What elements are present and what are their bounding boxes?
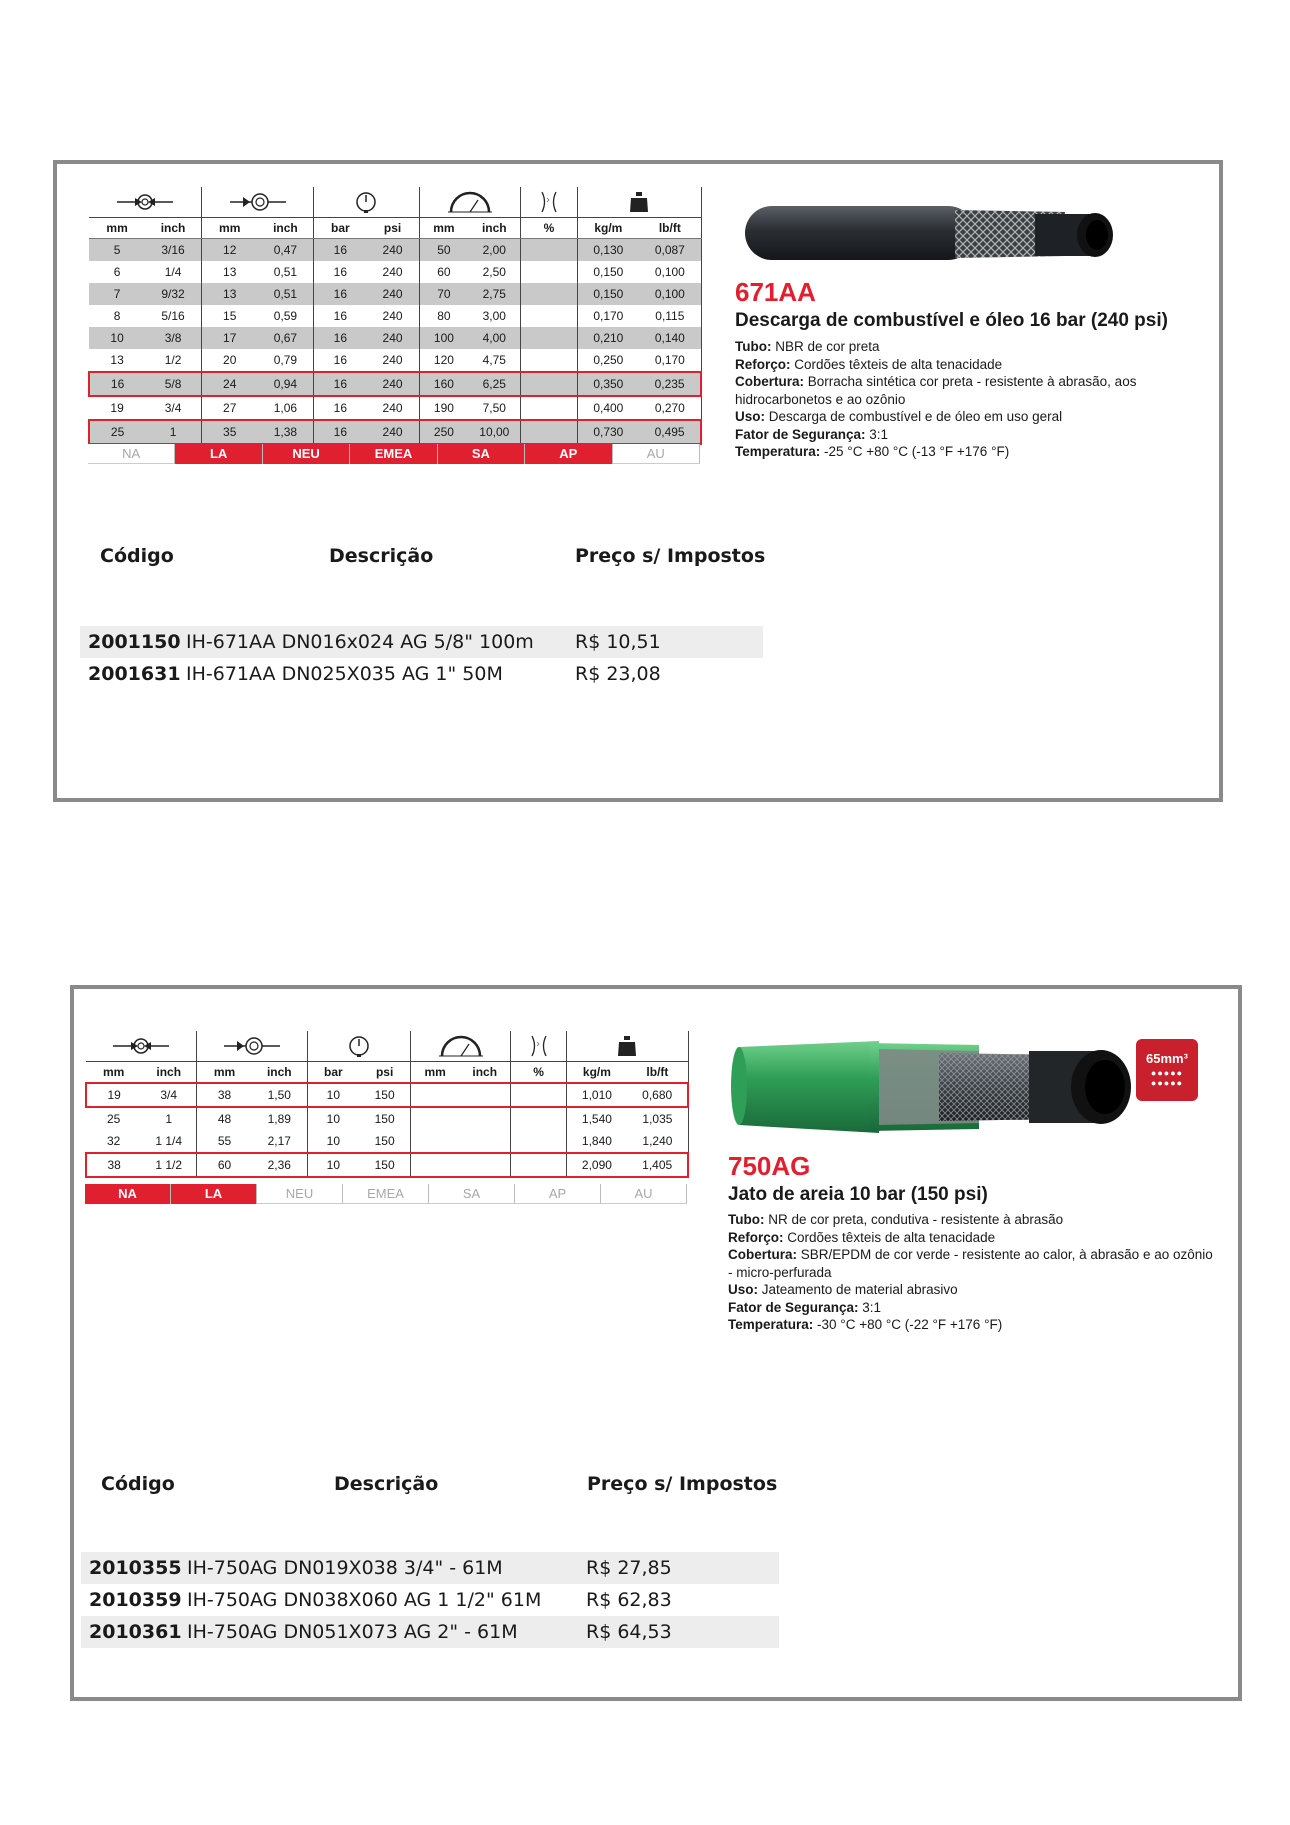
spec-cell: 1,035	[627, 1107, 688, 1130]
region-au: AU	[601, 1184, 687, 1204]
spec-cell	[521, 261, 577, 283]
region-emea: EMEA	[343, 1184, 429, 1204]
spec-cell: 38	[197, 1083, 252, 1107]
spec-cell: 10	[326, 1134, 341, 1148]
price-row	[81, 1616, 779, 1648]
detail-line	[728, 1299, 1218, 1317]
spec-cell: 9/32	[145, 283, 201, 305]
price-cell: R$ 10,51	[575, 631, 661, 653]
spec-cell: 7	[89, 283, 145, 305]
detail-label: Reforço:	[735, 356, 791, 372]
header-codigo: Código	[100, 545, 174, 567]
bend-radius-icon	[411, 1031, 511, 1062]
spec-cell: 3/4	[141, 1083, 196, 1107]
spec-cell: 19	[110, 401, 124, 415]
spec-cell: 1 1/4	[141, 1130, 196, 1153]
unit-header: psi	[359, 1062, 411, 1084]
header-codigo: Código	[101, 1473, 175, 1495]
product-code-cell: 2010359	[89, 1589, 182, 1611]
spec-cell: 2,75	[468, 283, 521, 305]
spec-cell: 0,140	[639, 327, 701, 349]
spec-cell: 0,087	[639, 239, 701, 262]
unit-header: mm	[411, 1062, 459, 1084]
spec-cell: 16	[333, 353, 348, 367]
detail-text: NBR de cor preta	[775, 339, 880, 354]
spec-cell: 70	[419, 283, 468, 305]
spec-cell: 5/16	[145, 305, 201, 327]
spec-row	[86, 1153, 688, 1177]
price-row	[80, 626, 763, 658]
badge-label: 65mm³	[1146, 1051, 1188, 1066]
region-neu: NEU	[263, 444, 350, 464]
spec-cell: 150	[359, 1083, 411, 1107]
spec-cell: 25	[106, 1112, 121, 1126]
region-la: LA	[171, 1184, 257, 1204]
spec-cell: 60	[437, 265, 451, 279]
product-details	[728, 1211, 1218, 1334]
spec-cell: 15	[223, 309, 237, 323]
unit-header: mm	[86, 1062, 141, 1084]
description-cell: IH-750AG DN038X060 AG 1 1/2" 61M	[187, 1589, 542, 1611]
detail-label: Temperatura:	[728, 1317, 814, 1332]
unit-header: mm	[89, 218, 145, 239]
detail-label: Cobertura:	[735, 374, 805, 389]
spec-cell: 0,79	[258, 349, 314, 372]
detail-text: -30 °C +80 °C (-22 °F +176 °F)	[817, 1317, 1003, 1332]
spec-cell: 1/2	[145, 349, 201, 372]
spec-cell: 10,00	[468, 420, 521, 444]
product-title: Descarga de combustível e óleo 16 bar (240 psi)	[735, 310, 1168, 331]
spec-cell: 240	[366, 327, 419, 349]
description-cell: IH-671AA DN025X035 AG 1" 50M	[186, 663, 503, 685]
product-title: Jato de areia 10 bar (150 psi)	[728, 1184, 988, 1205]
spec-cell: 16	[314, 372, 367, 396]
vacuum-icon	[511, 1031, 566, 1062]
spec-cell: 3,00	[468, 305, 521, 327]
region-sa: SA	[429, 1184, 515, 1204]
spec-cell: 2,17	[252, 1130, 307, 1153]
spec-cell	[411, 1083, 459, 1107]
inner-diameter-icon	[86, 1031, 197, 1062]
spec-cell: 16	[89, 372, 145, 396]
header-descricao: Descrição	[329, 545, 434, 567]
spec-cell: 0,51	[258, 261, 314, 283]
detail-label: Tubo:	[728, 1212, 765, 1227]
spec-cell: 0,170	[593, 309, 624, 323]
spec-cell: 1,010	[566, 1083, 627, 1107]
header-descricao: Descrição	[334, 1473, 439, 1495]
spec-cell	[411, 1130, 459, 1153]
detail-text: Cordões têxteis de alta tenacidade	[787, 1229, 996, 1245]
icon-header-row	[86, 1031, 688, 1062]
spec-cell	[459, 1083, 511, 1107]
spec-cell: 17	[201, 327, 257, 349]
spec-cell: 1,50	[252, 1083, 307, 1107]
dots-icon: ●●●●● ●●●●●	[1150, 1068, 1184, 1088]
region-bar	[88, 444, 700, 464]
product-code: 750AG	[728, 1151, 811, 1181]
region-bar	[85, 1184, 687, 1204]
spec-cell: 1,840	[581, 1134, 612, 1148]
spec-cell	[521, 305, 577, 327]
spec-cell: 24	[201, 372, 257, 396]
spec-cell: 10	[307, 1083, 359, 1107]
spec-cell: 0,67	[258, 327, 314, 349]
price-row	[80, 658, 763, 690]
spec-cell: 0,495	[639, 420, 701, 444]
price-row	[81, 1584, 779, 1616]
spec-cell: 0,150	[593, 265, 624, 279]
spec-cell	[511, 1130, 566, 1153]
spec-cell: 2,36	[252, 1153, 307, 1177]
unit-header: inch	[459, 1062, 511, 1084]
spec-cell: 20	[223, 353, 237, 367]
detail-text: Descarga de combustível e de óleo em uso geral	[768, 409, 1063, 424]
spec-cell: 1,38	[258, 420, 314, 444]
spec-cell: 240	[366, 420, 419, 444]
spec-cell: 0,47	[258, 239, 314, 262]
spec-cell: 1,405	[627, 1153, 688, 1177]
detail-line	[735, 373, 1215, 408]
spec-cell: 16	[314, 239, 367, 262]
price-cell: R$ 64,53	[586, 1621, 672, 1643]
spec-cell: 6	[113, 265, 121, 279]
spec-cell: 0,250	[593, 353, 624, 367]
spec-row	[89, 420, 701, 444]
spec-cell: 2,50	[468, 261, 521, 283]
detail-text: Jateamento de material abrasivo	[761, 1282, 958, 1297]
spec-cell	[459, 1107, 511, 1130]
spec-table	[85, 1031, 689, 1178]
spec-row	[89, 305, 701, 327]
spec-cell: 120	[433, 353, 454, 367]
price-cell: R$ 27,85	[586, 1557, 672, 1579]
region-ap: AP	[515, 1184, 601, 1204]
vacuum-icon	[521, 187, 577, 218]
hose-image	[729, 1029, 1189, 1144]
inner-diameter-icon	[89, 187, 201, 218]
detail-line	[728, 1246, 1218, 1281]
spec-cell: 0,235	[639, 372, 701, 396]
spec-cell	[521, 372, 577, 396]
spec-cell: 100	[419, 327, 468, 349]
spec-cell: 35	[201, 420, 257, 444]
spec-cell: 25	[89, 420, 145, 444]
spec-row	[86, 1130, 688, 1153]
spec-cell: 50	[419, 239, 468, 262]
detail-label: Uso:	[728, 1282, 758, 1297]
spec-cell: 0,94	[258, 372, 314, 396]
unit-header: inch	[145, 218, 201, 239]
outer-diameter-icon	[201, 187, 313, 218]
detail-text: 3:1	[869, 426, 889, 442]
header-preco: Preço s/ Impostos	[587, 1473, 778, 1495]
spec-cell	[521, 420, 577, 444]
spec-cell: 240	[366, 305, 419, 327]
spec-cell: 16	[333, 265, 348, 279]
spec-cell: 2,090	[566, 1153, 627, 1177]
spec-row	[89, 261, 701, 283]
detail-text: Borracha sintética cor preta - resistente à abrasão, aos hidrocarbonetos e ao ozônio	[735, 374, 1137, 407]
spec-cell	[521, 349, 577, 372]
spec-cell: 3/4	[145, 396, 201, 420]
spec-cell	[411, 1107, 459, 1130]
abrasion-badge	[1136, 1039, 1198, 1101]
detail-label: Fator de Segurança:	[728, 1299, 859, 1315]
detail-line	[735, 408, 1215, 426]
spec-cell: 150	[359, 1130, 411, 1153]
spec-cell	[521, 396, 577, 420]
detail-label: Temperatura:	[735, 444, 821, 459]
detail-label: Cobertura:	[728, 1247, 798, 1262]
product-code: 671AA	[735, 277, 816, 307]
spec-cell: 3/16	[145, 239, 201, 262]
spec-cell: 0,210	[577, 327, 639, 349]
spec-cell: 13	[110, 353, 124, 367]
spec-cell: 1,240	[627, 1130, 688, 1153]
spec-row	[86, 1107, 688, 1130]
product-code-cell: 2001631	[88, 663, 181, 685]
unit-header: inch	[141, 1062, 196, 1084]
region-au: AU	[613, 444, 700, 464]
spec-cell: 0,170	[639, 349, 701, 372]
spec-cell: 13	[201, 283, 257, 305]
spec-row	[86, 1083, 688, 1107]
product-panel-750ag	[70, 985, 1242, 1701]
spec-cell: 38	[86, 1153, 141, 1177]
spec-cell: 150	[359, 1153, 411, 1177]
unit-header-row	[89, 218, 701, 239]
icon-header-row	[89, 187, 701, 218]
spec-cell: 1	[145, 420, 201, 444]
detail-text: 3:1	[862, 1299, 882, 1315]
weight-icon	[566, 1031, 688, 1062]
price-cell: R$ 23,08	[575, 663, 661, 685]
spec-cell: 32	[106, 1134, 121, 1148]
spec-cell	[411, 1153, 459, 1177]
spec-cell: 6,25	[468, 372, 521, 396]
spec-cell: 240	[366, 261, 419, 283]
price-cell: R$ 62,83	[586, 1589, 672, 1611]
spec-row	[89, 327, 701, 349]
detail-line	[735, 356, 1215, 374]
spec-cell: 0,680	[627, 1083, 688, 1107]
spec-row	[89, 239, 701, 262]
unit-header: %	[521, 218, 577, 239]
detail-line	[735, 338, 1215, 356]
detail-text: NR de cor preta, condutiva - resistente à abrasão	[768, 1212, 1064, 1227]
spec-cell: 5/8	[145, 372, 201, 396]
spec-cell: 1,89	[252, 1107, 307, 1130]
spec-cell: 4,00	[468, 327, 521, 349]
unit-header: lb/ft	[627, 1062, 688, 1084]
spec-cell: 240	[366, 239, 419, 262]
region-emea: EMEA	[350, 444, 437, 464]
spec-cell	[511, 1107, 566, 1130]
product-panel-671aa	[53, 160, 1223, 802]
unit-header: psi	[366, 218, 419, 239]
unit-header: inch	[468, 218, 521, 239]
description-cell: IH-671AA DN016x024 AG 5/8" 100m	[186, 631, 534, 653]
spec-cell: 1 1/2	[141, 1153, 196, 1177]
unit-header: inch	[252, 1062, 307, 1084]
spec-table	[88, 187, 702, 445]
weight-icon	[577, 187, 701, 218]
detail-text: SBR/EPDM de cor verde - resistente ao calor, à abrasão e ao ozônio - micro-perfurada	[728, 1247, 1213, 1280]
spec-cell	[511, 1153, 566, 1177]
detail-line	[735, 443, 1215, 461]
region-ap: AP	[525, 444, 612, 464]
detail-line	[728, 1211, 1218, 1229]
spec-cell: 3/8	[145, 327, 201, 349]
spec-cell: 16	[314, 327, 367, 349]
unit-header: mm	[197, 1062, 252, 1084]
spec-cell: 240	[366, 396, 419, 420]
spec-cell: 7,50	[468, 396, 521, 420]
spec-cell: 160	[419, 372, 468, 396]
unit-header: bar	[314, 218, 367, 239]
spec-cell: 16	[333, 401, 348, 415]
detail-text: Cordões têxteis de alta tenacidade	[794, 356, 1003, 372]
spec-cell: 0,730	[577, 420, 639, 444]
detail-line	[728, 1316, 1218, 1334]
spec-cell: 0,59	[258, 305, 314, 327]
region-na: NA	[88, 444, 175, 464]
region-na: NA	[85, 1184, 171, 1204]
spec-cell: 0,150	[577, 283, 639, 305]
detail-text: -25 °C +80 °C (-13 °F +176 °F)	[824, 444, 1010, 459]
pressure-gauge-icon	[314, 187, 419, 218]
spec-cell: 16	[314, 420, 367, 444]
spec-cell: 0,130	[577, 239, 639, 262]
spec-cell: 55	[217, 1134, 232, 1148]
spec-cell: 250	[419, 420, 468, 444]
unit-header: bar	[307, 1062, 359, 1084]
detail-label: Tubo:	[735, 339, 772, 354]
detail-label: Reforço:	[728, 1229, 784, 1245]
spec-cell: 240	[366, 283, 419, 305]
pressure-gauge-icon	[307, 1031, 411, 1062]
spec-cell: 16	[314, 283, 367, 305]
spec-cell: 0,51	[258, 283, 314, 305]
unit-header: mm	[419, 218, 468, 239]
spec-cell: 10	[326, 1112, 341, 1126]
unit-header: kg/m	[566, 1062, 627, 1084]
spec-cell: 80	[437, 309, 451, 323]
spec-cell: 4,75	[468, 349, 521, 372]
spec-cell: 0,100	[639, 283, 701, 305]
spec-cell: 1/4	[145, 261, 201, 283]
spec-cell	[521, 327, 577, 349]
spec-cell: 150	[359, 1107, 411, 1130]
price-row	[81, 1552, 779, 1584]
spec-cell: 240	[366, 372, 419, 396]
spec-cell: 2,00	[468, 239, 521, 262]
bend-radius-icon	[419, 187, 521, 218]
spec-cell: 0,400	[593, 401, 624, 415]
price-list	[80, 626, 763, 690]
spec-cell: 0,270	[639, 396, 701, 420]
price-list	[81, 1552, 779, 1648]
detail-line	[728, 1229, 1218, 1247]
spec-cell: 19	[86, 1083, 141, 1107]
spec-row	[89, 372, 701, 396]
spec-cell	[521, 239, 577, 262]
product-code-cell: 2010361	[89, 1621, 182, 1643]
detail-line	[728, 1281, 1218, 1299]
spec-cell: 16	[333, 309, 348, 323]
hose-image	[735, 184, 1135, 284]
spec-cell: 5	[89, 239, 145, 262]
spec-cell: 0,350	[577, 372, 639, 396]
unit-header: mm	[201, 218, 257, 239]
spec-cell: 0,100	[639, 261, 701, 283]
spec-cell: 60	[197, 1153, 252, 1177]
unit-header: inch	[258, 218, 314, 239]
product-details	[735, 338, 1215, 461]
product-code-cell: 2010355	[89, 1557, 182, 1579]
spec-cell	[521, 283, 577, 305]
spec-cell: 1,06	[258, 396, 314, 420]
spec-cell: 48	[217, 1112, 232, 1126]
spec-cell: 12	[201, 239, 257, 262]
outer-diameter-icon	[197, 1031, 308, 1062]
spec-cell	[459, 1130, 511, 1153]
region-neu: NEU	[257, 1184, 343, 1204]
header-preco: Preço s/ Impostos	[575, 545, 766, 567]
spec-cell: 8	[113, 309, 121, 323]
detail-label: Fator de Segurança:	[735, 426, 866, 442]
detail-label: Uso:	[735, 409, 765, 424]
detail-line	[735, 426, 1215, 444]
region-la: LA	[175, 444, 262, 464]
spec-cell: 10	[89, 327, 145, 349]
spec-cell	[459, 1153, 511, 1177]
spec-row	[89, 396, 701, 420]
region-sa: SA	[438, 444, 525, 464]
spec-cell	[511, 1083, 566, 1107]
spec-cell: 27	[223, 401, 237, 415]
spec-cell: 190	[433, 401, 454, 415]
spec-cell: 1	[141, 1107, 196, 1130]
unit-header: kg/m	[577, 218, 639, 239]
spec-row	[89, 283, 701, 305]
unit-header: %	[511, 1062, 566, 1084]
description-cell: IH-750AG DN019X038 3/4" - 61M	[187, 1557, 503, 1579]
spec-cell: 1,540	[581, 1112, 612, 1126]
description-cell: IH-750AG DN051X073 AG 2" - 61M	[187, 1621, 518, 1643]
spec-cell: 0,115	[639, 305, 701, 327]
spec-cell: 13	[223, 265, 237, 279]
unit-header-row	[86, 1062, 688, 1084]
unit-header: lb/ft	[639, 218, 701, 239]
product-code-cell: 2001150	[88, 631, 181, 653]
spec-row	[89, 349, 701, 372]
spec-cell: 240	[366, 349, 419, 372]
spec-cell: 10	[307, 1153, 359, 1177]
